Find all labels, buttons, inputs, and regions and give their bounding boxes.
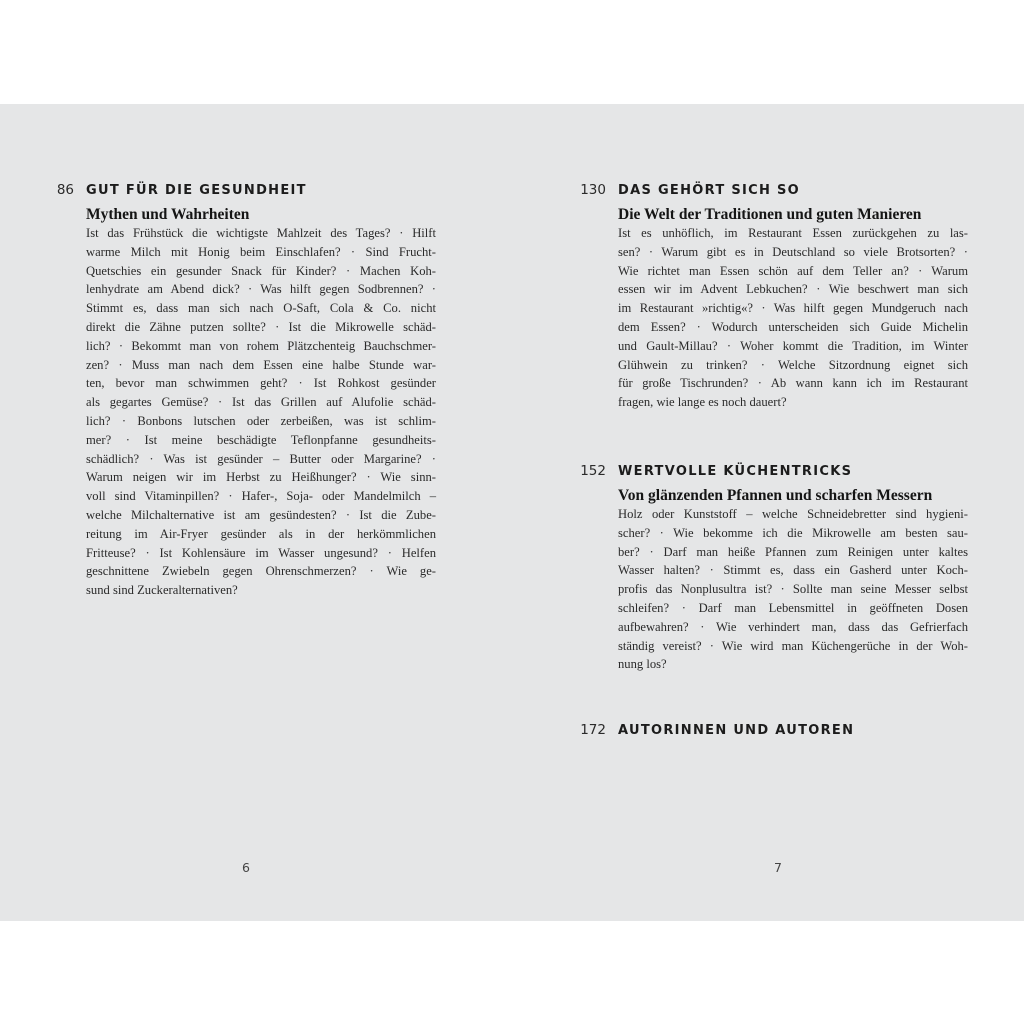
text-line: im Restaurant »richtig«? · Was hilft gegen Mundgeruch nach <box>618 301 968 316</box>
text-line: sen? · Warum gibt es in Deutschland so viele Brotsorten? · <box>618 244 968 259</box>
toc-entry-subtitle: Die Welt der Traditionen und guten Manieren <box>618 206 922 223</box>
text-line: scher? · Wie bekomme ich die Mikrowelle am besten sau- <box>618 525 968 540</box>
text-line: warme Milch mit Honig beim Einschlafen? · Sind Frucht- <box>86 244 436 259</box>
page-number-right: 7 <box>774 860 782 875</box>
book-spread <box>0 104 1024 921</box>
text-line: Warum neigen wir im Herbst zu Heißhunger? · Wie sinn- <box>86 470 436 485</box>
text-line: und Gault-Millau? · Woher kommt die Tradition, im Winter <box>618 338 968 353</box>
text-line: lich? · Bekommt man von rohem Plätzchenteig Bauchschmer- <box>86 338 436 353</box>
text-line: welche Milchalternative ist am gesündesten? · Ist die Zube- <box>86 507 436 522</box>
text-line: dem Essen? · Wodurch unterscheiden sich Guide Michelin <box>618 319 968 334</box>
text-line: profis das Nonplusultra ist? · Sollte man seine Messer selbst <box>618 582 968 597</box>
text-line: fragen, wie lange es noch dauert? <box>618 395 787 410</box>
right-page <box>512 104 1024 921</box>
text-line: essen wir im Advent Lebkuchen? · Wie beschwert man sich <box>618 282 968 297</box>
text-line: ten, bevor man schwimmen geht? · Ist Rohkost gesünder <box>86 376 436 391</box>
text-line: schädlich? · Was ist gesünder – Butter oder Margarine? · <box>86 451 436 466</box>
text-line: als gegartes Gemüse? · Ist das Grillen auf Alufolie schäd- <box>86 395 436 410</box>
text-line: für große Tischrunden? · Ab wann kann ich im Restaurant <box>618 376 968 391</box>
text-line: Glühwein zu trinken? · Welche Sitzordnung eignet sich <box>618 357 968 372</box>
text-line: Fritteuse? · Ist Kohlensäure im Wasser ungesund? · Helfen <box>86 545 436 560</box>
left-page <box>0 104 512 921</box>
toc-entry-subtitle: Mythen und Wahrheiten <box>86 206 250 223</box>
toc-entry-heading: WERTVOLLE KÜCHENTRICKS <box>618 464 853 479</box>
text-line: Ist das Frühstück die wichtigste Mahlzeit des Tages? · Hilft <box>86 226 436 240</box>
text-line: voll sind Vitaminpillen? · Hafer-, Soja- oder Mandelmilch – <box>86 489 436 504</box>
text-line: Stimmt es, dass man sich nach O-Saft, Cola & Co. nicht <box>86 301 436 316</box>
toc-entry-kitchen-tricks <box>580 463 968 674</box>
text-line: schleifen? · Darf man Lebensmittel in geöffneten Dosen <box>618 600 968 615</box>
toc-entry-health <box>56 182 436 600</box>
toc-entry-description <box>618 224 968 412</box>
text-line: Holz oder Kunststoff – welche Schneidebretter sind hygieni- <box>618 507 968 521</box>
text-line: reitung im Air-Fryer gesünder als in der herkömmlichen <box>86 526 436 541</box>
toc-entry-heading: DAS GEHÖRT SICH SO <box>618 183 801 198</box>
toc-entry-page-number: 172 <box>580 722 606 738</box>
text-line: Quetschies ein gesunder Snack für Kinder? · Machen Koh- <box>86 263 436 278</box>
toc-entry-page-number: 152 <box>580 463 606 479</box>
toc-entry-authors <box>580 722 968 739</box>
text-line: aufbewahren? · Wie verhindert man, dass das Gefrierfach <box>618 619 968 634</box>
text-line: lenhydrate am Abend dick? · Was hilft gegen Sodbrennen? · <box>86 282 436 297</box>
text-line: ständig vereist? · Wie wird man Küchengerüche in der Woh- <box>618 638 968 653</box>
toc-entry-manners <box>580 182 968 412</box>
text-line: Wie richtet man Essen schön auf dem Teller an? · Warum <box>618 263 968 278</box>
page-number-left: 6 <box>242 860 250 875</box>
toc-entry-description <box>86 224 436 600</box>
toc-entry-description <box>618 505 968 674</box>
toc-entry-subtitle: Von glänzenden Pfannen und scharfen Messern <box>618 487 933 504</box>
text-line: Wasser halten? · Stimmt es, dass ein Gasherd unter Koch- <box>618 563 968 578</box>
toc-entry-page-number: 86 <box>56 182 74 198</box>
text-line: sund sind Zuckeralternativen? <box>86 583 238 598</box>
text-line: mer? · Ist meine beschädigte Teflonpfanne gesundheits- <box>86 432 436 447</box>
text-line: geschnittene Zwiebeln gegen Ohrenschmerzen? · Wie ge- <box>86 564 436 579</box>
text-line: Ist es unhöflich, im Restaurant Essen zurückgehen zu las- <box>618 226 968 240</box>
text-line: ber? · Darf man heiße Pfannen zum Reinigen unter kaltes <box>618 544 968 559</box>
text-line: nung los? <box>618 657 667 672</box>
toc-entry-heading: AUTORINNEN UND AUTOREN <box>618 723 855 738</box>
text-line: lich? · Bonbons lutschen oder zerbeißen, was ist schlim- <box>86 413 436 428</box>
text-line: direkt die Zähne putzen sollte? · Ist die Mikrowelle schäd- <box>86 319 436 334</box>
text-line: zen? · Muss man nach dem Essen eine halbe Stunde war- <box>86 357 436 372</box>
toc-entry-page-number: 130 <box>580 182 606 198</box>
toc-entry-heading: GUT FÜR DIE GESUNDHEIT <box>86 183 307 198</box>
